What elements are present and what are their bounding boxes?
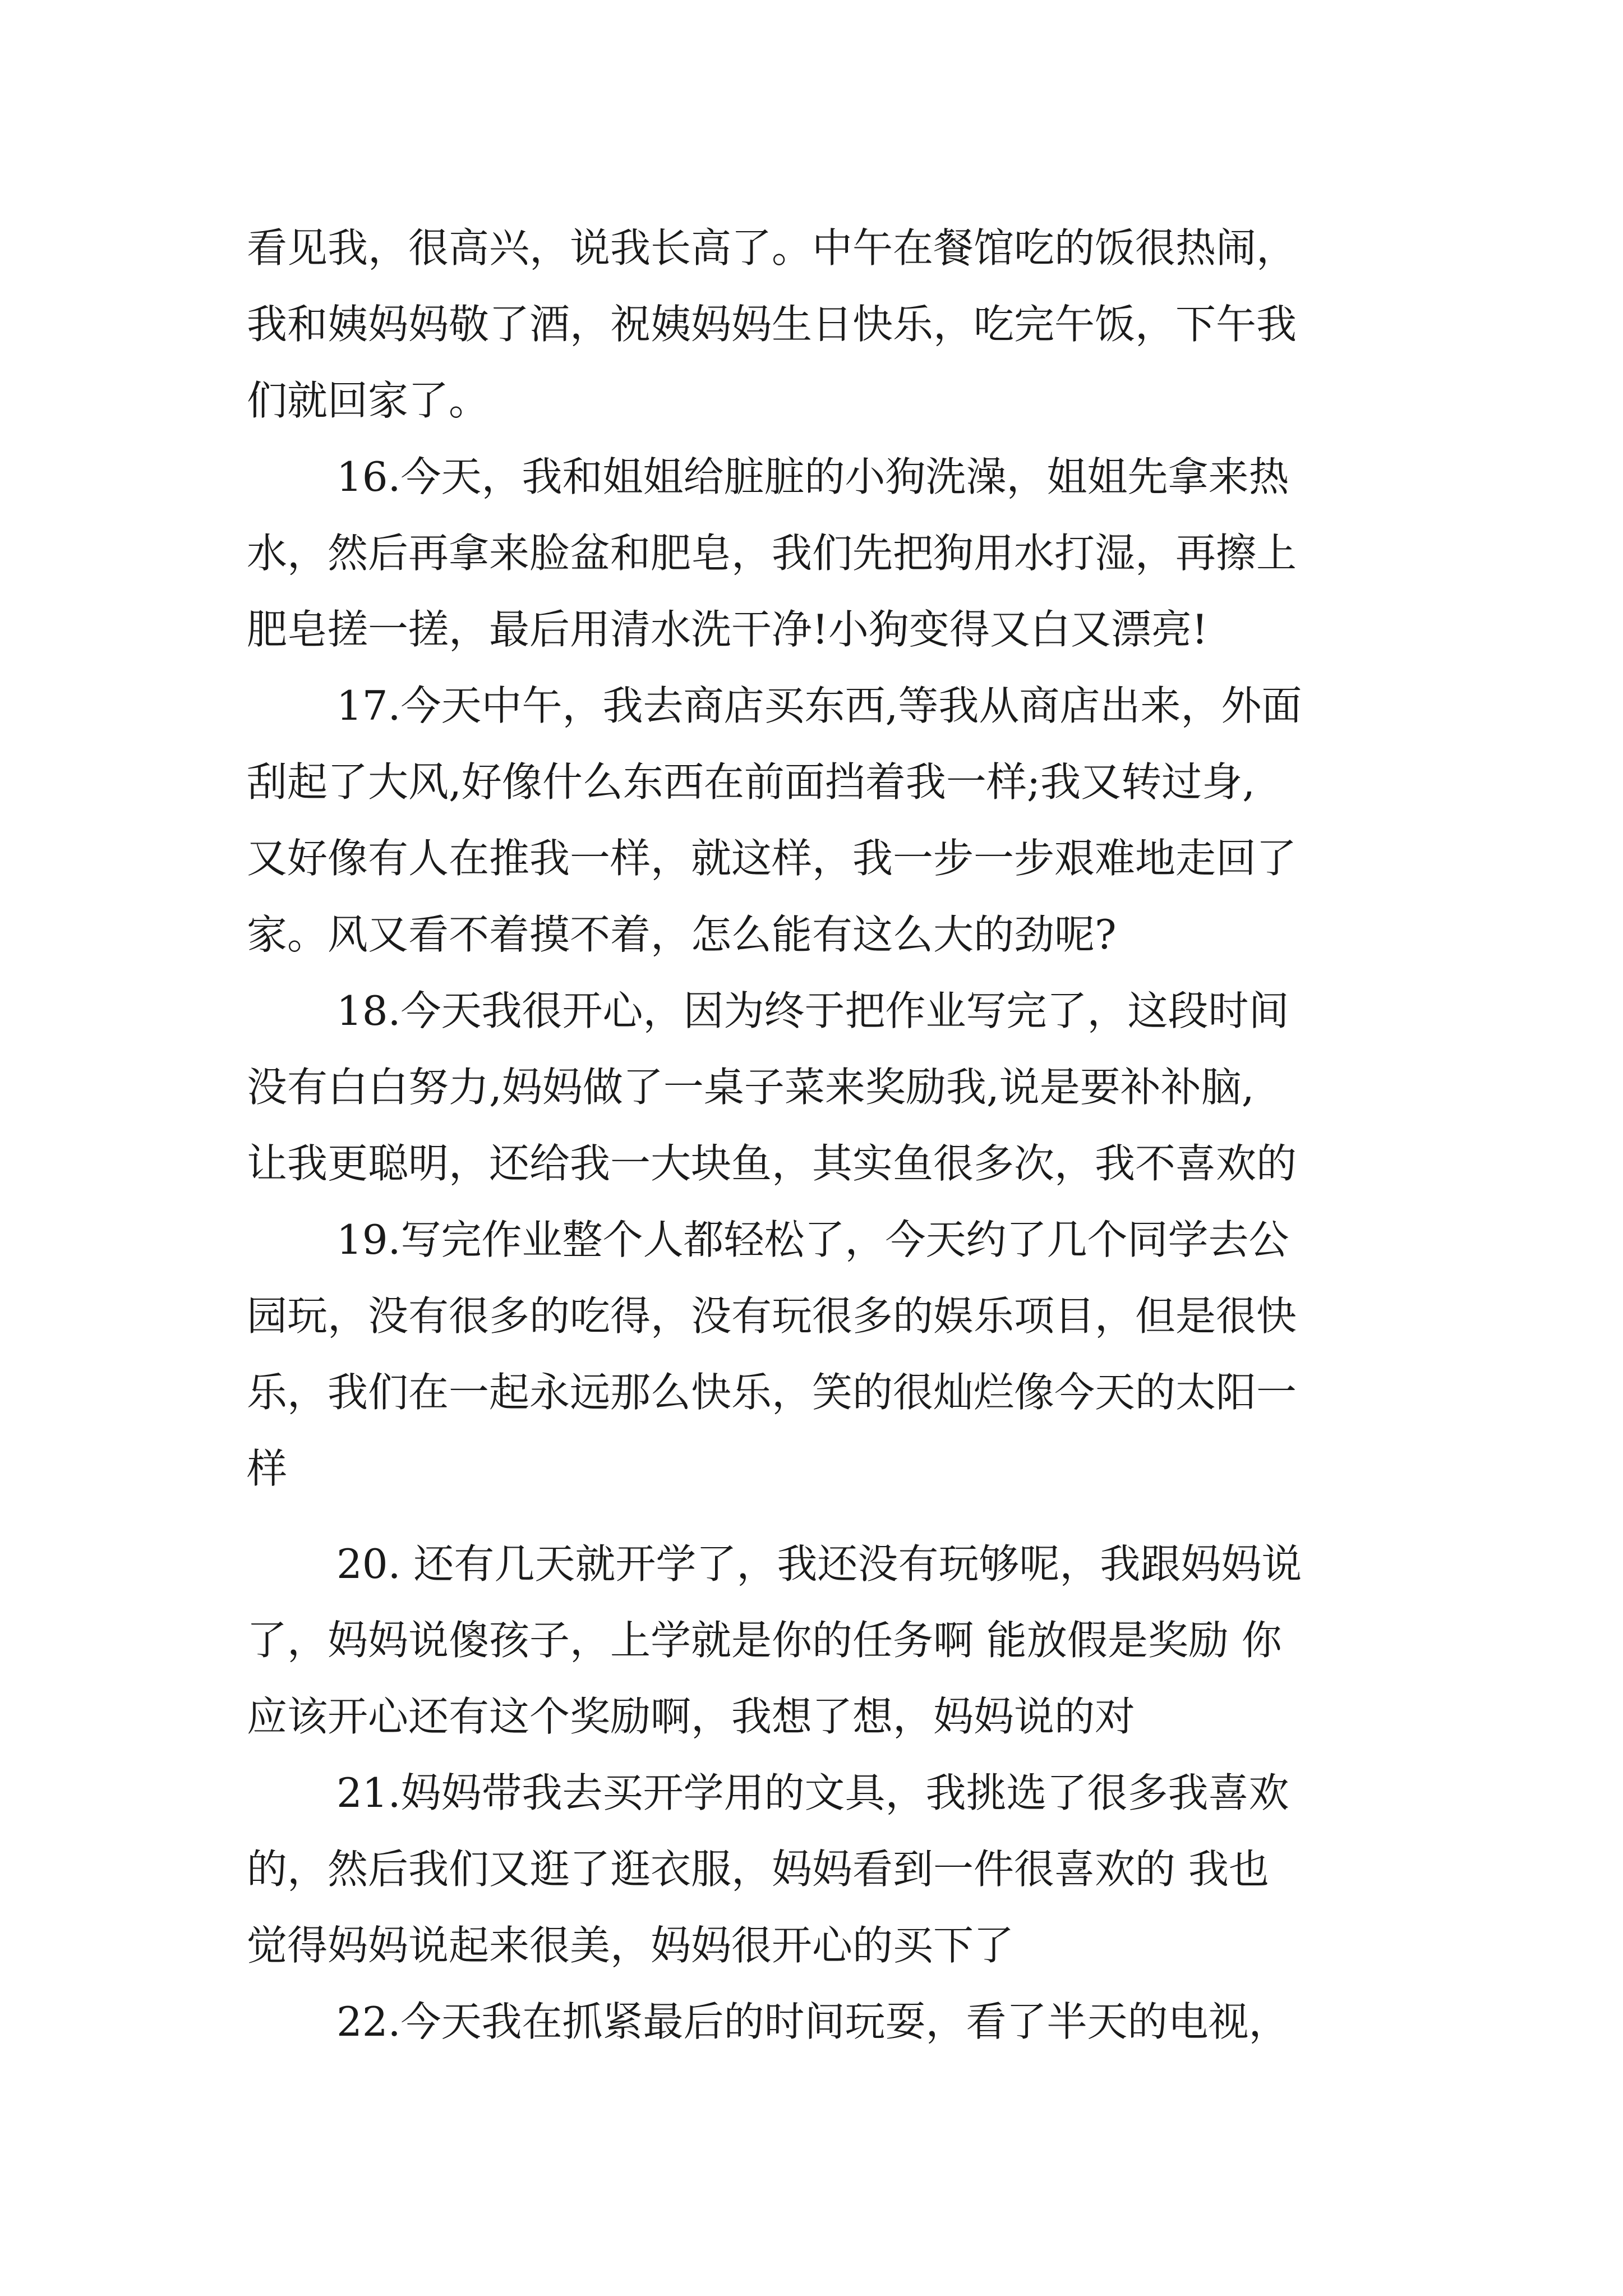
paragraph-18-first-line: 18.今天我很开心，因为终于把作业写完了，这段时间	[336, 987, 1289, 1034]
paragraph-19-first-line: 19.写完作业整个人都轻松了，今天约了几个同学去公	[336, 1216, 1289, 1263]
text-line: 我和姨妈妈敬了酒，祝姨妈妈生日快乐，吃完午饭，下午我	[247, 301, 1297, 348]
text-line: 看见我，很高兴，说我长高了。中午在餐馆吃的饭很热闹，	[247, 224, 1297, 272]
text-line: 的，然后我们又逛了逛衣服，妈妈看到一件很喜欢的 我也	[247, 1846, 1269, 1893]
paragraph-17-first-line: 17.今天中午，我去商店买东西,等我从商店出来，外面	[336, 682, 1302, 729]
paragraph-22-first-line: 22.今天我在抓紧最后的时间玩耍，看了半天的电视，	[336, 1998, 1289, 2045]
text-line: 样	[247, 1445, 288, 1492]
text-line: 又好像有人在推我一样，就这样，我一步一步艰难地走回了	[247, 835, 1297, 882]
text-line: 觉得妈妈说起来很美，妈妈很开心的买下了	[247, 1922, 1015, 1969]
paragraph-20-first-line: 20. 还有几天就开学了，我还没有玩够呢，我跟妈妈说	[336, 1540, 1302, 1588]
text-line: 刮起了大风,好像什么东西在前面挡着我一样;我又转过身,	[247, 758, 1256, 806]
text-line: 家。风又看不着摸不着，怎么能有这么大的劲呢?	[247, 911, 1117, 958]
text-line: 乐，我们在一起永远那么快乐，笑的很灿烂像今天的太阳一	[247, 1369, 1297, 1416]
text-line: 应该开心还有这个奖励啊，我想了想，妈妈说的对	[247, 1693, 1136, 1740]
paragraph-16-first-line: 16.今天，我和姐姐给脏脏的小狗洗澡，姐姐先拿来热	[336, 453, 1289, 500]
text-line: 园玩，没有很多的吃得，没有玩很多的娱乐项目，但是很快	[247, 1292, 1297, 1340]
text-line: 让我更聪明，还给我一大块鱼，其实鱼很多次，我不喜欢的	[247, 1140, 1297, 1187]
text-line: 没有白白努力,妈妈做了一桌子菜来奖励我,说是要补补脑,	[247, 1064, 1255, 1111]
text-line: 肥皂搓一搓，最后用清水洗干净!小狗变得又白又漂亮!	[247, 606, 1208, 653]
text-line: 了，妈妈说傻孩子，上学就是你的任务啊 能放假是奖励 你	[247, 1617, 1282, 1664]
text-line: 们就回家了。	[247, 377, 490, 424]
paragraph-21-first-line: 21.妈妈带我去买开学用的文具，我挑选了很多我喜欢	[336, 1769, 1289, 1816]
text-line: 水，然后再拿来脸盆和肥皂，我们先把狗用水打湿，再擦上	[247, 530, 1297, 577]
